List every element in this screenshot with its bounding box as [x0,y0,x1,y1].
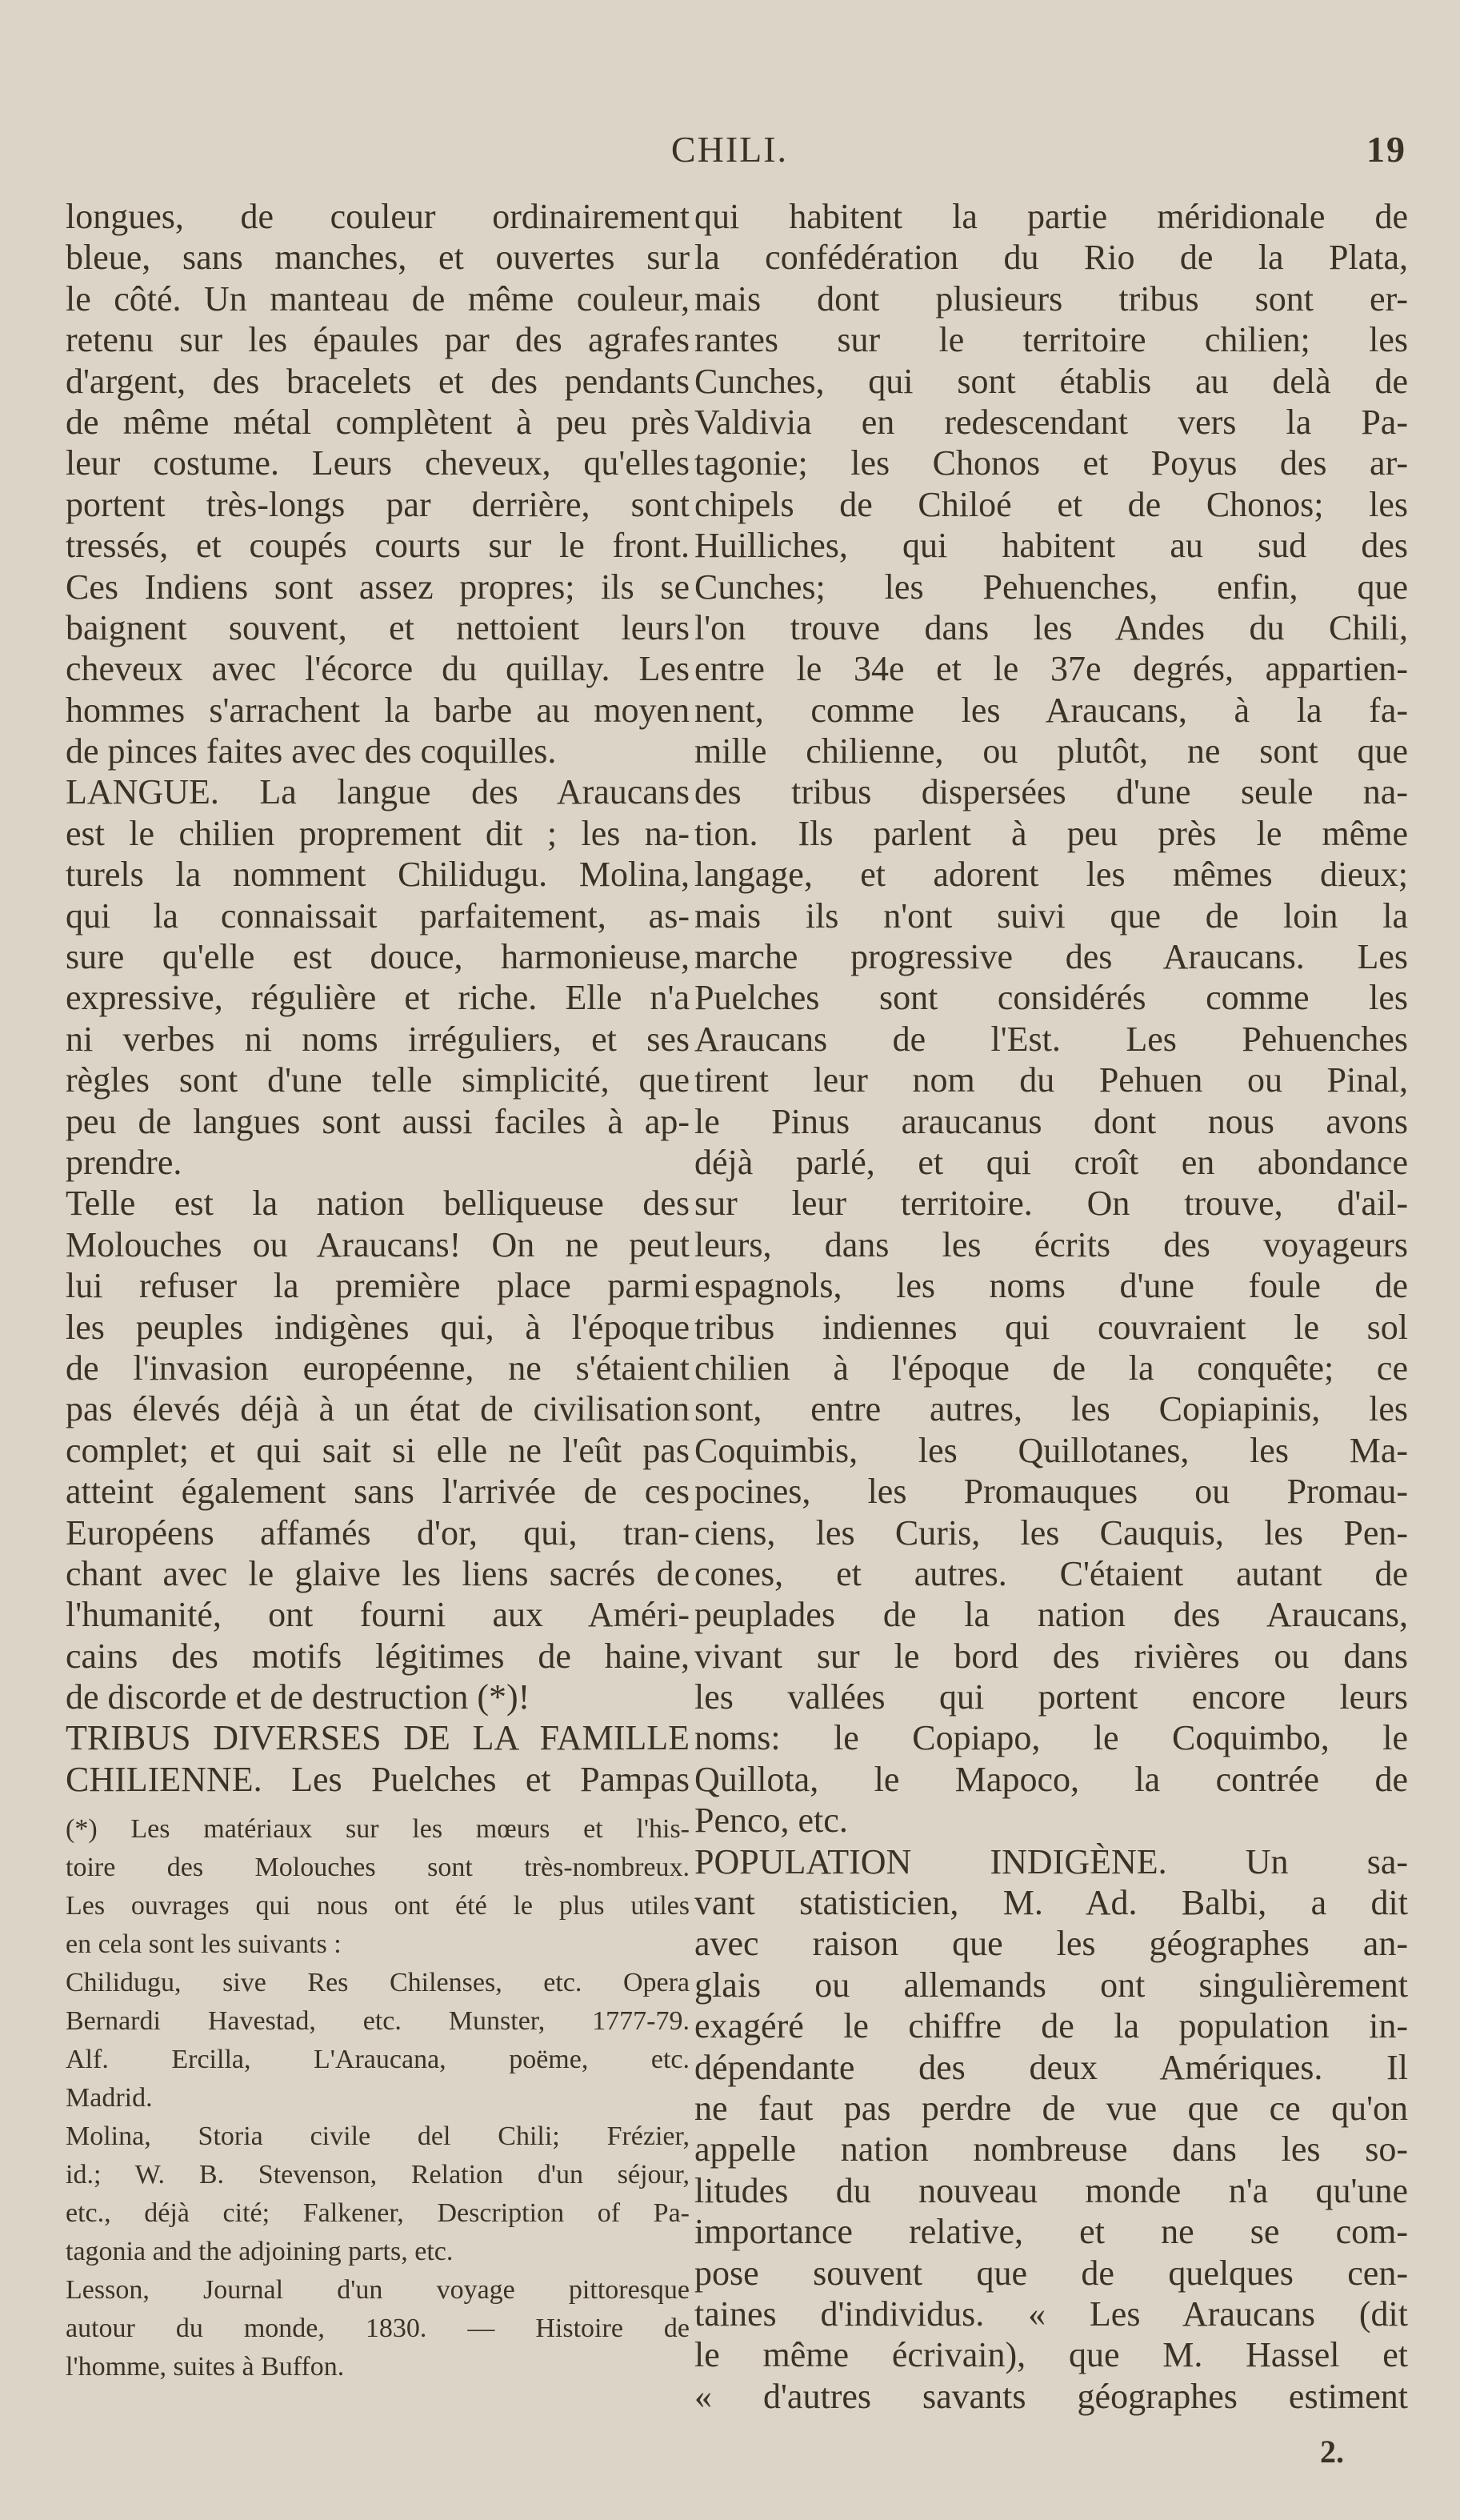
text-line: etc., déjà cité; Falkener, Description of Pa- [66,2198,690,2228]
text-line: de même métal complètent à peu près [66,402,690,442]
text-line: TRIBUS DIVERSES DE LA FAMILLE [66,1718,690,1758]
text-line: dépendante des deux Amériques. Il [694,2047,1408,2087]
text-line: glais ou allemands ont singulièrement [694,1965,1408,2005]
text-line: tribus indiennes qui couvraient le sol [694,1307,1408,1347]
text-line: vivant sur le bord des rivières ou dans [694,1636,1408,1676]
text-line: rantes sur le territoire chilien; les [694,320,1408,360]
text-line: est le chilien proprement dit ; les na- [66,813,690,853]
text-line: « d'autres savants géographes estiment [694,2376,1408,2416]
text-line: la confédération du Rio de la Plata, [694,238,1408,278]
text-line: sur leur territoire. On trouve, d'ail- [694,1184,1408,1224]
text-line: Cunches; les Pehuenches, enfin, que [694,567,1408,607]
text-line: Européens affamés d'or, qui, tran- [66,1512,690,1552]
text-line: cones, et autres. C'étaient autant de [694,1553,1408,1593]
text-line: pas élevés déjà à un état de civilisation [66,1389,690,1429]
text-line: le Pinus araucanus dont nous avons [694,1101,1408,1141]
text-line: turels la nomment Chilidugu. Molina, [66,855,690,895]
text-line: les vallées qui portent encore leurs [694,1677,1408,1717]
text-line: cains des motifs légitimes de haine, [66,1636,690,1676]
text-line: tion. Ils parlent à peu près le même [694,813,1408,853]
text-line: Alf. Ercilla, L'Araucana, poëme, etc. [66,2045,690,2074]
text-line: (*) Les matériaux sur les mœurs et l'his- [66,1814,690,1844]
text-line: id.; W. B. Stevenson, Relation d'un séjour, [66,2160,690,2189]
text-line: pose souvent que de quelques cen- [694,2253,1408,2293]
text-line: LANGUE. La langue des Araucans [66,772,690,812]
text-line: appelle nation nombreuse dans les so- [694,2129,1408,2169]
text-line: Molina, Storia civile del Chili; Frézier, [66,2121,690,2151]
text-line: peuplades de la nation des Araucans, [694,1595,1408,1635]
text-line: de discorde et de destruction (*)! [66,1677,530,1717]
text-line: l'humanité, ont fourni aux Améri- [66,1595,690,1635]
text-line: noms: le Copiapo, le Coquimbo, le [694,1718,1408,1758]
text-line: Coquimbis, les Quillotanes, les Ma- [694,1430,1408,1470]
text-line: mais ils n'ont suivi que de loin la [694,895,1408,935]
text-line: leur costume. Leurs cheveux, qu'elles [66,443,690,483]
text-line: Valdivia en redescendant vers la Pa- [694,402,1408,442]
text-line: pocines, les Promauques ou Promau- [694,1472,1408,1512]
text-line: les peuples indigènes qui, à l'époque [66,1307,690,1347]
text-line: prendre. [66,1142,182,1182]
text-line: chant avec le glaive les liens sacrés de [66,1553,690,1593]
text-line: le même écrivain), que M. Hassel et [694,2335,1408,2375]
text-line: ni verbes ni noms irréguliers, et ses [66,1019,690,1059]
text-line: leurs, dans les écrits des voyageurs [694,1224,1408,1264]
text-line: règles sont d'une telle simplicité, que [66,1060,690,1100]
text-line: le côté. Un manteau de même couleur, [66,278,690,319]
text-line: entre le 34e et le 37e degrés, appartien- [694,649,1408,689]
running-head-title: CHILI. [670,129,789,170]
text-line: en cela sont les suivants : [66,1929,342,1959]
text-line: mille chilienne, ou plutôt, ne sont que [694,731,1408,771]
page-number: 19 [1366,129,1406,170]
text-line: marche progressive des Araucans. Les [694,937,1408,977]
text-line: autour du monde, 1830. — Histoire de [66,2314,690,2343]
text-line: de l'invasion européenne, ne s'étaient [66,1348,690,1388]
text-line: sont, entre autres, les Copiapinis, les [694,1389,1408,1429]
text-line: importance relative, et ne se com- [694,2212,1408,2252]
text-line: tressés, et coupés courts sur le front. [66,526,690,566]
text-line: toire des Molouches sont très-nombreux. [66,1853,690,1882]
text-line: qui habitent la partie méridionale de [694,197,1408,236]
text-line: portent très-longs par derrière, sont [66,484,690,524]
text-line: litudes du nouveau monde n'a qu'une [694,2170,1408,2210]
text-line: CHILIENNE. Les Puelches et Pampas [66,1759,690,1799]
text-line: Molouches ou Araucans! On ne peut [66,1224,690,1264]
text-line: espagnols, les noms d'une foule de [694,1266,1408,1306]
text-line: Telle est la nation belliqueuse des [66,1184,690,1224]
text-line: tagonie; les Chonos et Poyus des ar- [694,443,1408,483]
text-line: Quillota, le Mapoco, la contrée de [694,1759,1408,1799]
text-line: nent, comme les Araucans, à la fa- [694,690,1408,730]
text-line: retenu sur les épaules par des agrafes [66,320,690,360]
text-line: Chilidugu, sive Res Chilenses, etc. Opera [66,1968,690,1997]
text-line: déjà parlé, et qui croît en abondance [694,1142,1408,1182]
text-line: l'homme, suites à Buffon. [66,2352,345,2382]
footnote [66,1810,690,2386]
text-line: qui la connaissait parfaitement, as- [66,895,690,935]
text-line: Huilliches, qui habitent au sud des [694,526,1408,566]
text-line: lui refuser la première place parmi [66,1266,690,1306]
text-line: d'argent, des bracelets et des pendants [66,361,690,401]
text-line: Lesson, Journal d'un voyage pittoresque [66,2275,690,2305]
text-line: avec raison que les géographes an- [694,1924,1408,1964]
text-line: langage, et adorent les mêmes dieux; [694,855,1408,895]
text-line: ne faut pas perdre de vue que ce qu'on [694,2088,1408,2128]
text-line: Madrid. [66,2083,153,2113]
text-line: l'on trouve dans les Andes du Chili, [694,607,1408,647]
text-line: baignent souvent, et nettoient leurs [66,607,690,647]
text-line: Puelches sont considérés comme les [694,978,1408,1018]
text-line: Bernardi Havestad, etc. Munster, 1777-79. [66,2006,690,2036]
text-line: chipels de Chiloé et de Chonos; les [694,484,1408,524]
text-line: cheveux avec l'écorce du quillay. Les [66,649,690,689]
text-line: POPULATION INDIGÈNE. Un sa- [694,1841,1408,1881]
text-line: bleue, sans manches, et ouvertes sur [66,238,690,278]
right-column [694,196,1408,2417]
text-line: atteint également sans l'arrivée de ces [66,1472,690,1512]
text-line: peu de langues sont aussi faciles à ap- [66,1101,690,1141]
text-line: Araucans de l'Est. Les Pehuenches [694,1019,1408,1059]
text-line: de pinces faites avec des coquilles. [66,731,557,771]
text-line: chilien à l'époque de la conquête; ce [694,1348,1408,1388]
text-line: ciens, les Curis, les Cauquis, les Pen- [694,1512,1408,1552]
text-line: complet; et qui sait si elle ne l'eût pas [66,1430,690,1470]
text-line: des tribus dispersées d'une seule na- [694,772,1408,812]
text-line: hommes s'arrachent la barbe au moyen [66,690,690,730]
text-line: vant statisticien, M. Ad. Balbi, a dit [694,1883,1408,1923]
text-line: exagéré le chiffre de la population in- [694,2006,1408,2046]
text-line: Ces Indiens sont assez propres; ils se [66,567,690,607]
text-line: Les ouvrages qui nous ont été le plus utiles [66,1891,690,1921]
text-line: Cunches, qui sont établis au delà de [694,361,1408,401]
text-line: expressive, régulière et riche. Elle n'a [66,978,690,1018]
text-line: sure qu'elle est douce, harmonieuse, [66,937,690,977]
text-line: longues, de couleur ordinairement [66,197,690,236]
text-line: taines d'individus. « Les Araucans (dit [694,2294,1408,2334]
text-line: mais dont plusieurs tribus sont er- [694,278,1408,319]
text-line: tirent leur nom du Pehuen ou Pinal, [694,1060,1408,1100]
left-column [66,196,690,1800]
text-line: tagonia and the adjoining parts, etc. [66,2237,454,2266]
text-line: Penco, etc. [694,1801,848,1841]
signature-mark: 2. [1320,2434,1344,2470]
